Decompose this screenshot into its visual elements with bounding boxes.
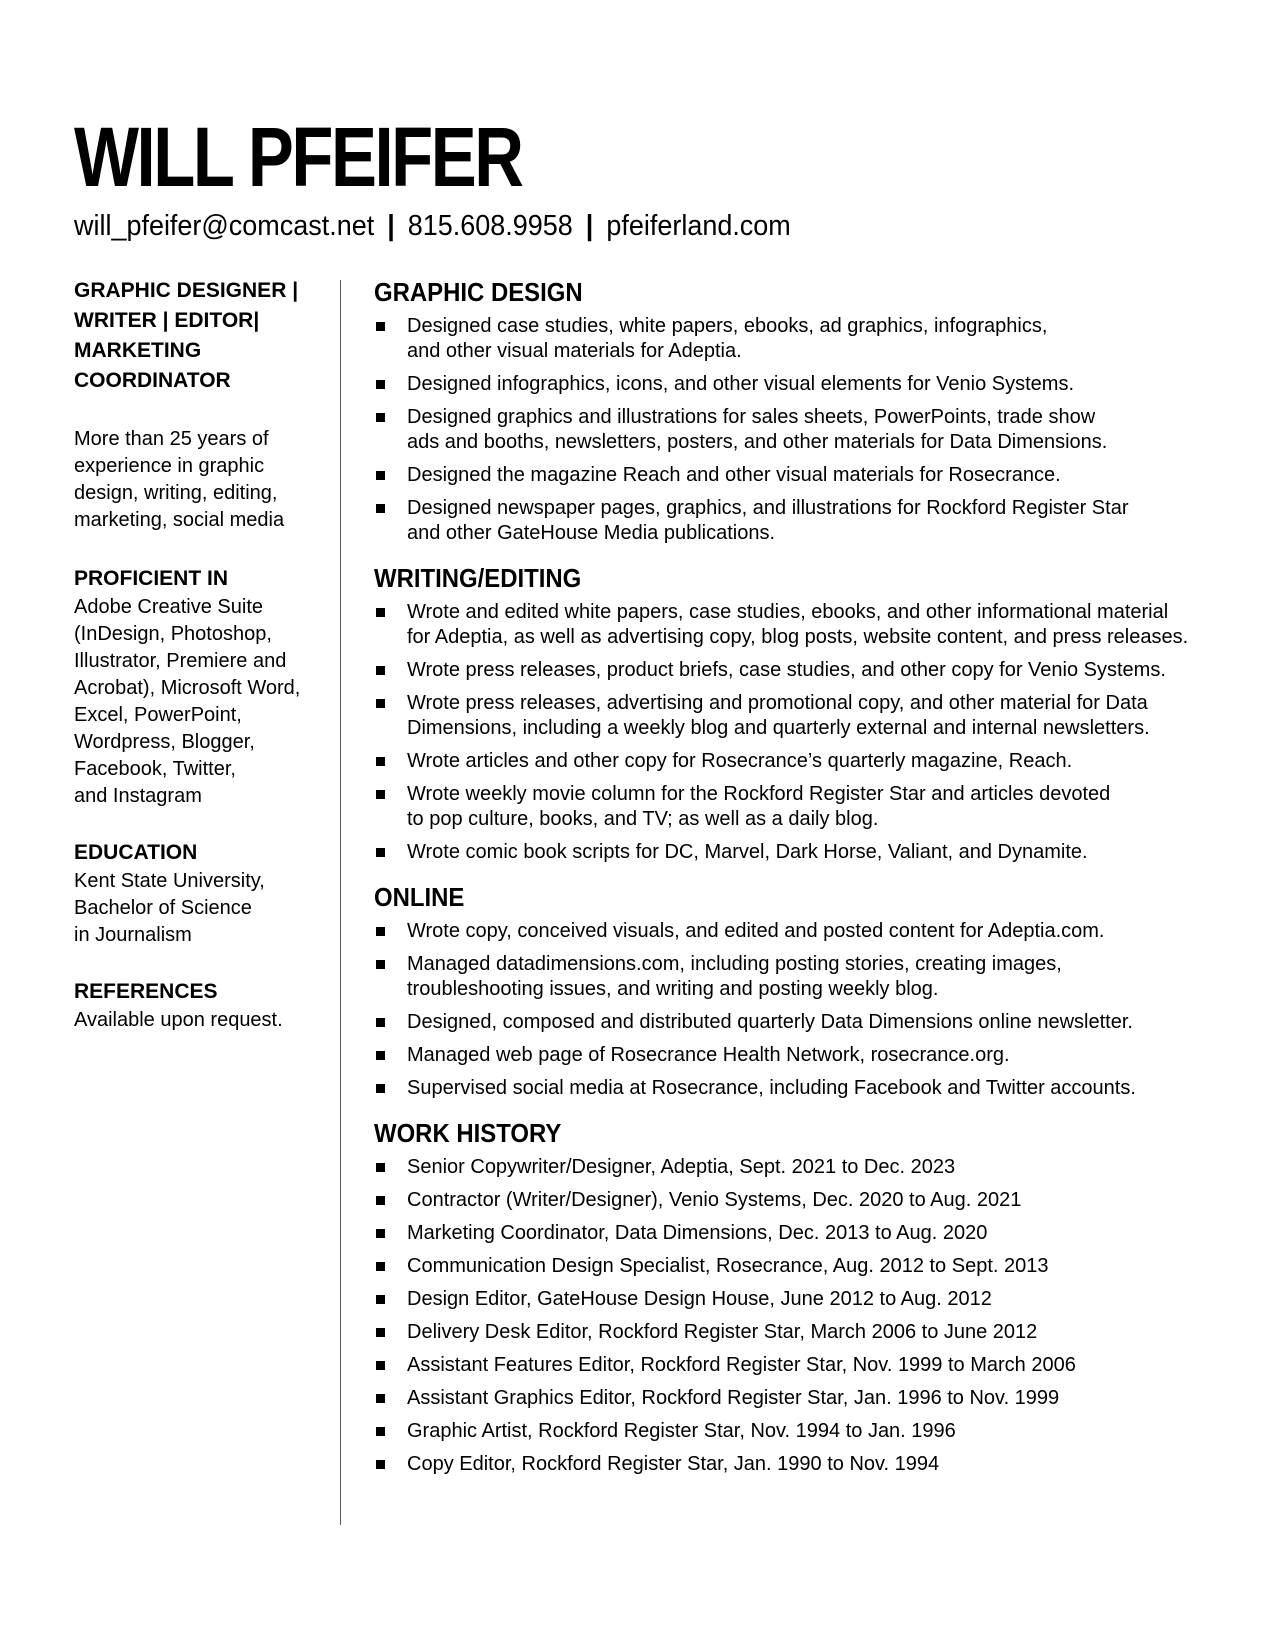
- bullet-line: Wrote articles and other copy for Rosecrance’s quarterly magazine, Reach.: [407, 750, 1073, 772]
- references-block: [74, 977, 314, 1034]
- list-item: [374, 1386, 1244, 1411]
- main-content: [374, 274, 1244, 1491]
- proficient-line: Facebook, Twitter,: [74, 758, 236, 780]
- list-item: [374, 314, 1244, 364]
- section-writing-editing: [374, 560, 1244, 865]
- list-item: [374, 840, 1244, 865]
- sidebar: [74, 276, 314, 1062]
- list-item: [374, 405, 1244, 455]
- proficient-line: and Instagram: [74, 785, 202, 807]
- list-item: [374, 749, 1244, 774]
- proficient-line: Excel, PowerPoint,: [74, 704, 242, 726]
- bullet-line: Design Editor, GateHouse Design House, June 2012 to Aug. 2012: [407, 1288, 992, 1310]
- bullet-line: Wrote copy, conceived visuals, and edited and posted content for Adeptia.com.: [407, 920, 1105, 942]
- bullet-line: Designed graphics and illustrations for sales sheets, PowerPoints, trade show: [407, 406, 1096, 428]
- bullet-line: Dimensions, including a weekly blog and quarterly external and internal newsletters.: [407, 717, 1150, 739]
- section-online: [374, 879, 1244, 1101]
- education-block: [74, 838, 314, 949]
- bullet-line: Designed the magazine Reach and other visual materials for Rosecrance.: [407, 464, 1061, 486]
- bullet-line: and other visual materials for Adeptia.: [407, 340, 742, 362]
- roles-block: [74, 276, 314, 396]
- summary-line: More than 25 years of: [74, 428, 269, 450]
- bullet-list: [374, 1155, 1244, 1477]
- list-item: [374, 1320, 1244, 1345]
- list-item: [374, 463, 1244, 488]
- bullet-line: Copy Editor, Rockford Register Star, Jan. 1990 to Nov. 1994: [407, 1453, 940, 1475]
- role-line: COORDINATOR: [74, 369, 231, 392]
- bullet-line: Wrote weekly movie column for the Rockford Register Star and articles devoted: [407, 783, 1111, 805]
- section-title: WRITING/EDITING: [374, 563, 582, 593]
- bullet-line: for Adeptia, as well as advertising copy, blog posts, website content, and press releases.: [407, 626, 1189, 648]
- list-item: [374, 1221, 1244, 1246]
- summary-line: marketing, social media: [74, 509, 285, 531]
- list-item: [374, 952, 1244, 1002]
- bullet-line: ads and booths, newsletters, posters, and other materials for Data Dimensions.: [407, 431, 1108, 453]
- bullet-line: Wrote press releases, advertising and promotional copy, and other material for Data: [407, 692, 1148, 714]
- list-item: [374, 1419, 1244, 1444]
- contact-line: [74, 206, 791, 246]
- references-title: REFERENCES: [74, 980, 218, 1003]
- proficient-block: [74, 564, 314, 810]
- bullet-list: [374, 314, 1244, 546]
- bullet-list: [374, 919, 1244, 1101]
- bullet-line: Wrote comic book scripts for DC, Marvel, Dark Horse, Valiant, and Dynamite.: [407, 841, 1088, 863]
- list-item: [374, 496, 1244, 546]
- email-link[interactable]: will_pfeifer@comcast.net: [74, 210, 375, 242]
- proficient-line: Acrobat), Microsoft Word,: [74, 677, 301, 699]
- list-item: [374, 1287, 1244, 1312]
- bullet-line: Marketing Coordinator, Data Dimensions, Dec. 2013 to Aug. 2020: [407, 1222, 988, 1244]
- column-divider: [340, 280, 341, 1525]
- references-line: Available upon request.: [74, 1009, 283, 1031]
- list-item: [374, 1353, 1244, 1378]
- education-line: Kent State University,: [74, 870, 265, 892]
- phone-number: 815.608.9958: [407, 210, 573, 242]
- summary-line: experience in graphic: [74, 455, 265, 477]
- bullet-line: Designed case studies, white papers, ebooks, ad graphics, infographics,: [407, 315, 1048, 337]
- proficient-line: Illustrator, Premiere and: [74, 650, 287, 672]
- contact-separator: |: [387, 210, 395, 242]
- bullet-line: Designed infographics, icons, and other visual elements for Venio Systems.: [407, 373, 1075, 395]
- list-item: [374, 600, 1244, 650]
- section-work-history: [374, 1115, 1244, 1477]
- role-line: WRITER | EDITOR|: [74, 309, 260, 332]
- list-item: [374, 1254, 1244, 1279]
- summary-line: design, writing, editing,: [74, 482, 278, 504]
- bullet-line: Delivery Desk Editor, Rockford Register Star, March 2006 to June 2012: [407, 1321, 1038, 1343]
- bullet-line: Managed datadimensions.com, including posting stories, creating images,: [407, 953, 1062, 975]
- role-line: MARKETING: [74, 339, 202, 362]
- website-link[interactable]: pfeiferland.com: [606, 210, 791, 242]
- bullet-line: to pop culture, books, and TV; as well as a daily blog.: [407, 808, 879, 830]
- proficient-line: Adobe Creative Suite: [74, 596, 264, 618]
- list-item: [374, 658, 1244, 683]
- bullet-line: Assistant Features Editor, Rockford Register Star, Nov. 1999 to March 2006: [407, 1354, 1076, 1376]
- contact-separator: |: [585, 210, 594, 242]
- list-item: [374, 919, 1244, 944]
- bullet-line: Graphic Artist, Rockford Register Star, Nov. 1994 to Jan. 1996: [407, 1420, 956, 1442]
- list-item: [374, 782, 1244, 832]
- bullet-line: Wrote and edited white papers, case studies, ebooks, and other informational material: [407, 601, 1169, 623]
- list-item: [374, 1076, 1244, 1101]
- bullet-line: Supervised social media at Rosecrance, including Facebook and Twitter accounts.: [407, 1077, 1136, 1099]
- summary-block: [74, 426, 314, 534]
- proficient-line: Wordpress, Blogger,: [74, 731, 255, 753]
- bullet-line: Assistant Graphics Editor, Rockford Register Star, Jan. 1996 to Nov. 1999: [407, 1387, 1060, 1409]
- education-line: Bachelor of Science: [74, 897, 252, 919]
- bullet-line: troubleshooting issues, and writing and posting weekly blog.: [407, 978, 939, 1000]
- section-graphic-design: [374, 274, 1244, 546]
- education-title: EDUCATION: [74, 841, 198, 864]
- section-title: GRAPHIC DESIGN: [374, 277, 583, 307]
- bullet-line: Wrote press releases, product briefs, case studies, and other copy for Venio Systems.: [407, 659, 1166, 681]
- bullet-line: and other GateHouse Media publications.: [407, 522, 776, 544]
- list-item: [374, 1010, 1244, 1035]
- bullet-line: Senior Copywriter/Designer, Adeptia, Sept. 2021 to Dec. 2023: [407, 1156, 956, 1178]
- bullet-line: Communication Design Specialist, Rosecrance, Aug. 2012 to Sept. 2013: [407, 1255, 1049, 1277]
- bullet-line: Contractor (Writer/Designer), Venio Systems, Dec. 2020 to Aug. 2021: [407, 1189, 1022, 1211]
- list-item: [374, 691, 1244, 741]
- education-line: in Journalism: [74, 924, 192, 946]
- bullet-line: Designed, composed and distributed quarterly Data Dimensions online newsletter.: [407, 1011, 1133, 1033]
- bullet-list: [374, 600, 1244, 865]
- section-title: ONLINE: [374, 882, 465, 912]
- list-item: [374, 1188, 1244, 1213]
- section-title: WORK HISTORY: [374, 1118, 562, 1148]
- proficient-line: (InDesign, Photoshop,: [74, 623, 272, 645]
- list-item: [374, 372, 1244, 397]
- page-title: WILL PFEIFER: [74, 110, 522, 204]
- bullet-line: Managed web page of Rosecrance Health Network, rosecrance.org.: [407, 1044, 1010, 1066]
- list-item: [374, 1155, 1244, 1180]
- list-item: [374, 1043, 1244, 1068]
- proficient-title: PROFICIENT IN: [74, 567, 229, 590]
- bullet-line: Designed newspaper pages, graphics, and illustrations for Rockford Register Star: [407, 497, 1129, 519]
- role-line: GRAPHIC DESIGNER |: [74, 279, 299, 302]
- list-item: [374, 1452, 1244, 1477]
